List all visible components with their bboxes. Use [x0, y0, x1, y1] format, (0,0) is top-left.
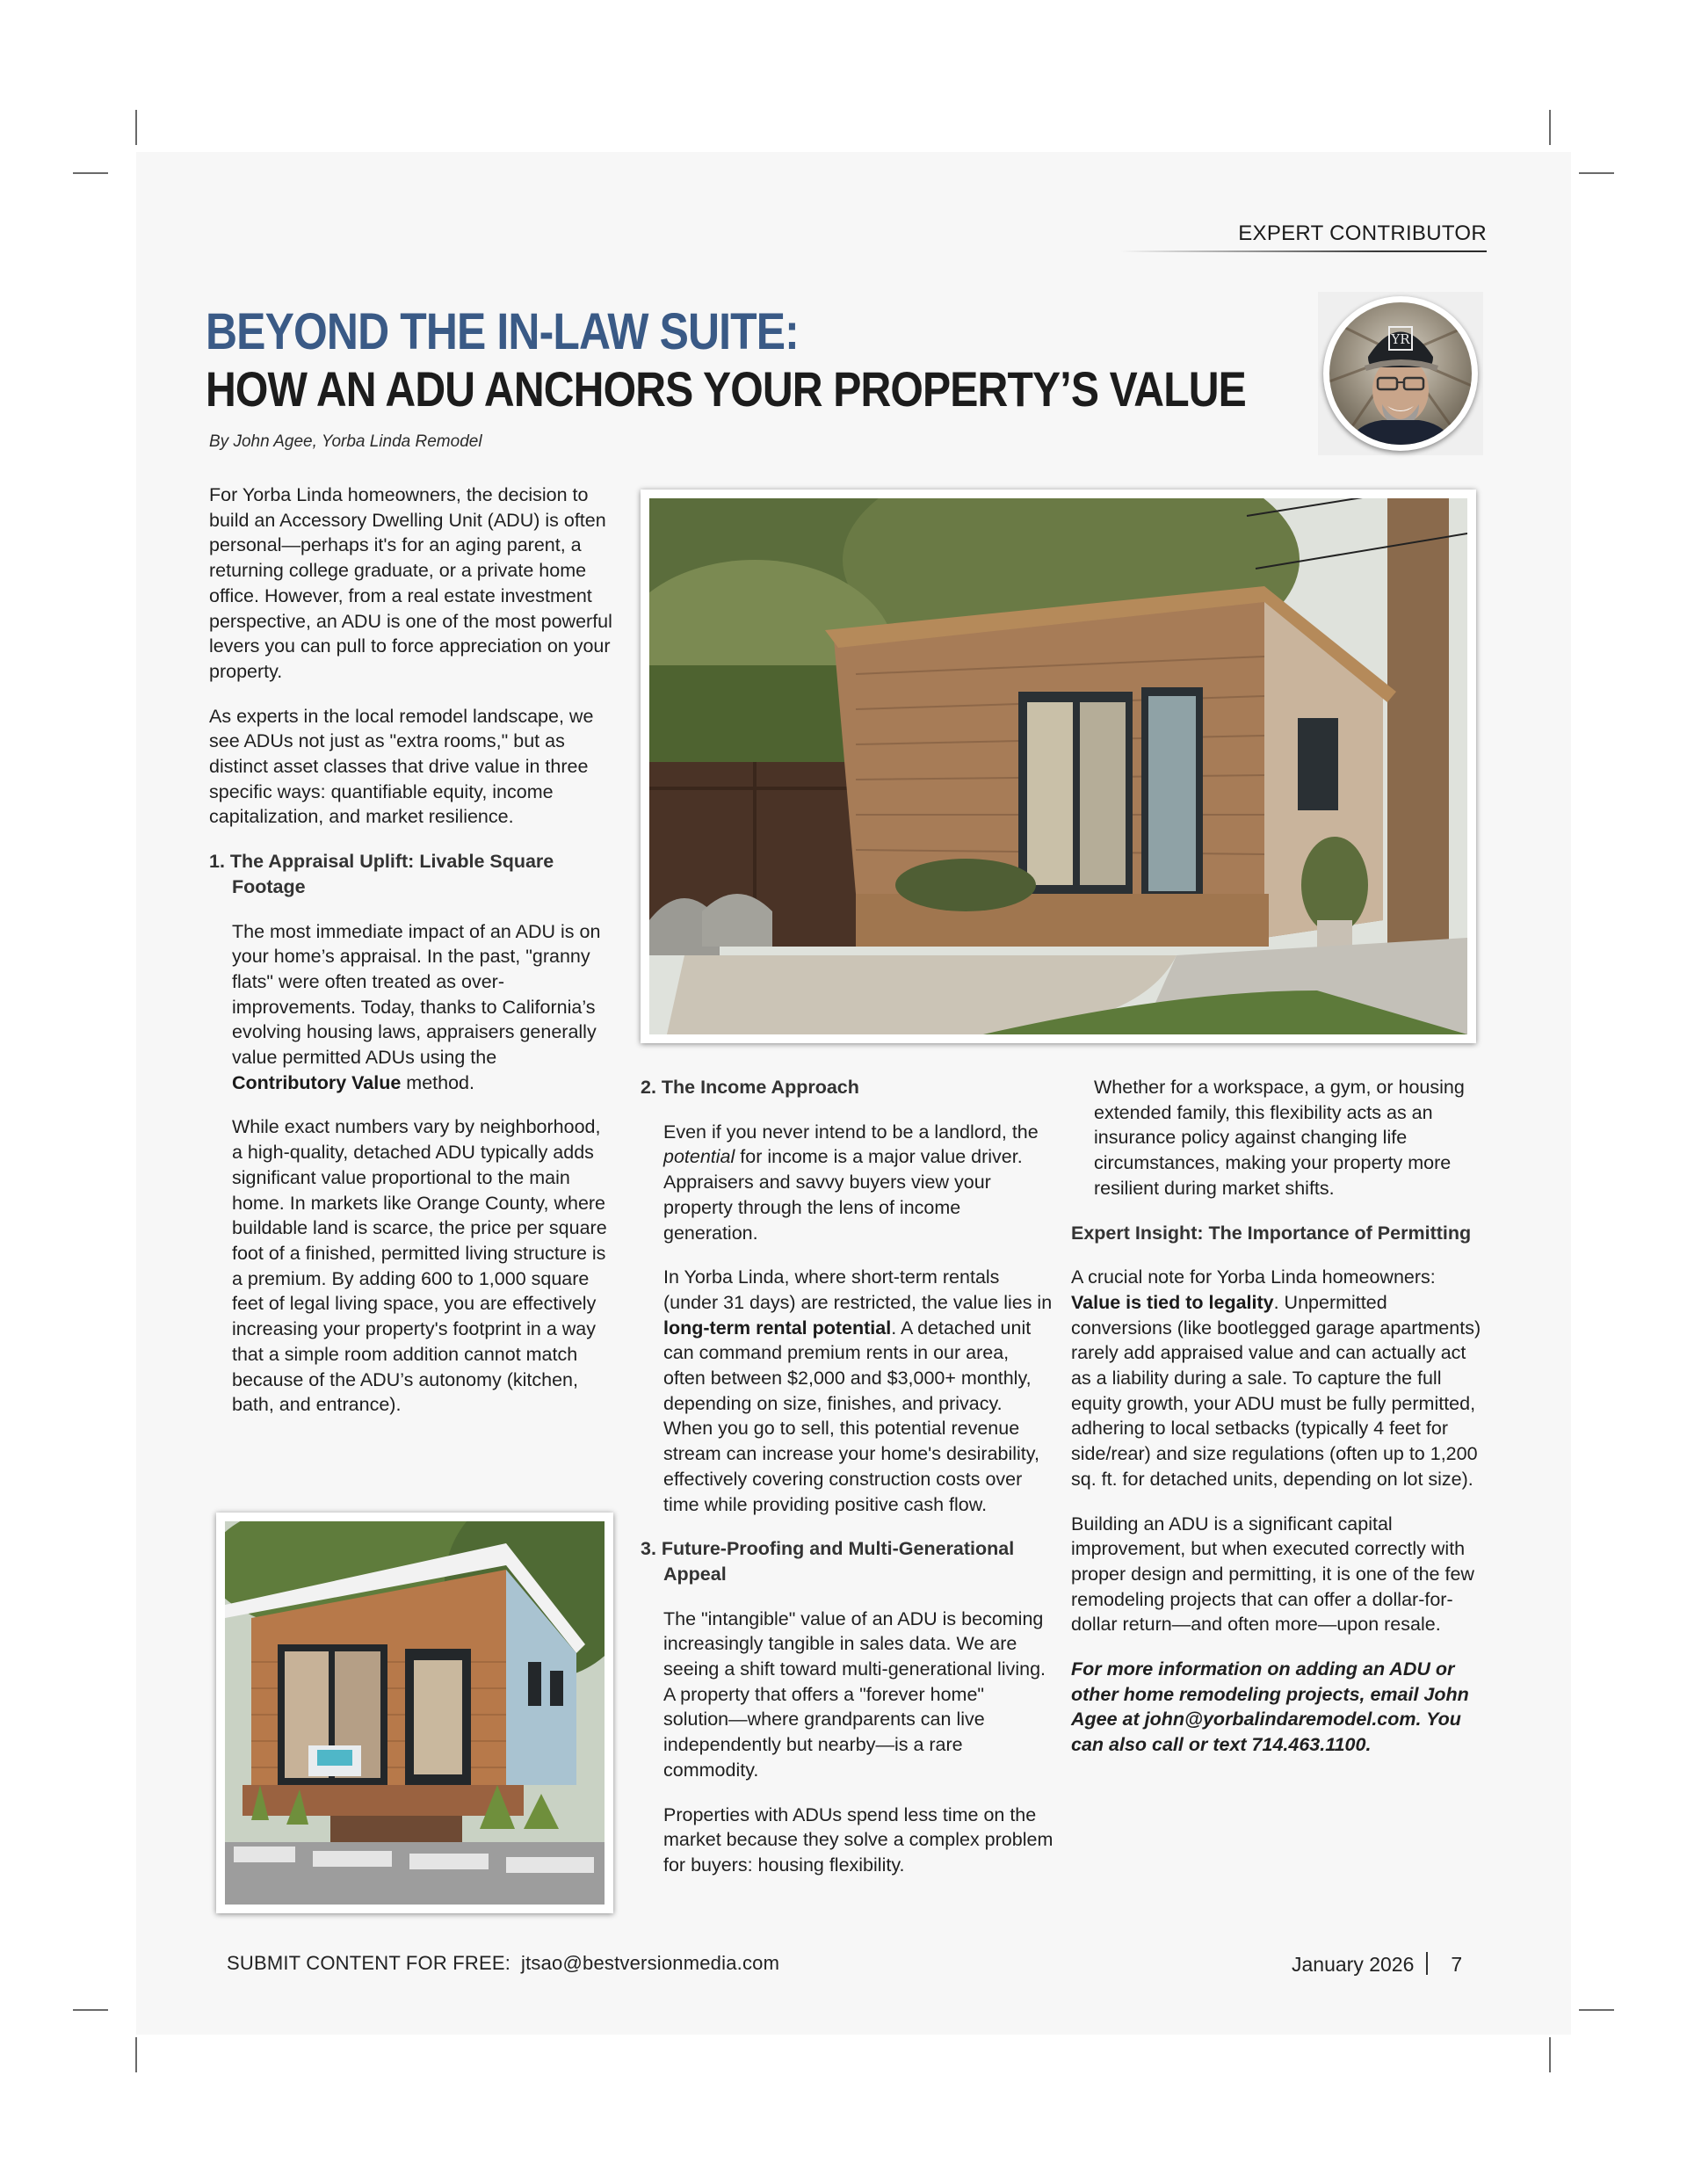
- adu-deck-photo-icon: [225, 1521, 605, 1905]
- section-3-heading: 3. Future-Proofing and Multi-Generational Appeal: [641, 1538, 1015, 1585]
- submit-email-link[interactable]: jtsao@bestversionmedia.com: [521, 1952, 780, 1974]
- section-2-heading: 2. The Income Approach: [641, 1077, 859, 1098]
- crop-mark: [1549, 110, 1551, 145]
- backyard-adu-photo-icon: [649, 498, 1467, 1034]
- crop-mark: [1579, 2009, 1614, 2011]
- section-1-paragraph-1: The most immediate impact of an ADU is on your home’s appraisal. In the past, "granny flats" were often treated as over-improvements. Today, thanks to California’s evolving housing laws, appraisers generally value permitted ADUs using the Contributory Value method.: [232, 920, 601, 1093]
- expert-insight-heading: Expert Insight: The Importance of Permitting: [1071, 1222, 1472, 1244]
- section-rule: [1120, 250, 1487, 252]
- section-2-paragraph-2: In Yorba Linda, where short-term rentals (under 31 days) are restricted, the value lies in long-term rental potential. A detached unit can command premium rents in our area, often between $2,000 and $3,000+ monthly, depending on size, finishes, and privacy. When you go to sell, this potential revenue stream can increase your home's desirability, effectively covering construction costs over time while providing positive cash flow.: [663, 1266, 1053, 1515]
- page-number: 7: [1451, 1953, 1463, 1976]
- section-label: EXPERT CONTRIBUTOR: [1238, 221, 1487, 245]
- main-adu-photo: [641, 490, 1476, 1043]
- contact-paragraph: For more information on adding an ADU or other home remodeling projects, email John Agee at john@yorbalindaremodel.com. You can also call or text 714.463.1100.: [1071, 1658, 1469, 1756]
- submit-label: SUBMIT CONTENT FOR FREE:: [227, 1952, 511, 1974]
- section-3-paragraph-3: Whether for a workspace, a gym, or housing extended family, this flexibility acts as an insurance policy against changing life circumstances, making your property more resilient during market shifts.: [1094, 1077, 1465, 1199]
- article-column-3: [1071, 1075, 1484, 1777]
- crop-mark: [73, 2009, 108, 2011]
- article-subtitle: HOW AN ADU ANCHORS YOUR PROPERTY’S VALUE: [206, 361, 1246, 417]
- section-1-heading: 1. The Appraisal Uplift: Livable Square Footage: [209, 851, 554, 897]
- article-title: BEYOND THE IN-LAW SUITE:: [206, 303, 799, 360]
- crop-mark: [135, 110, 137, 145]
- crop-mark: [1549, 2037, 1551, 2072]
- intro-paragraph-2: As experts in the local remodel landscape, we see ADUs not just as "extra rooms," but as distinct asset classes that drive value in three specific ways: quantifiable equity, income capitalization, and market resilience.: [209, 705, 594, 828]
- article-column-1: [209, 483, 613, 1437]
- byline: By John Agee, Yorba Linda Remodel: [209, 432, 482, 451]
- author-headshot-icon: [1329, 302, 1472, 445]
- crop-mark: [135, 2037, 137, 2072]
- crop-mark: [73, 172, 108, 174]
- crop-mark: [1579, 172, 1614, 174]
- article-column-2: [641, 1075, 1053, 1897]
- expert-insight-paragraph: A crucial note for Yorba Linda homeowners: Value is tied to legality. Unpermitted conversions (like bootlegged garage apartments) rarely add appraised value and can actually act as a liability during a sale. To capture the full equity growth, your ADU must be fully permitted, adhering to local setbacks (typically 4 feet for side/rear) and size regulations (often up to 1,200 sq. ft. for detached units, depending on lot size).: [1071, 1266, 1481, 1490]
- section-3-paragraph-1: The "intangible" value of an ADU is becoming increasingly tangible in sales data. We are seeing a shift toward multi-generational living. A property that offers a "forever home" solution—where grandparents can live independently but nearby—is a rare commodity.: [663, 1607, 1046, 1781]
- author-photo: [1323, 296, 1478, 451]
- closing-paragraph: Building an ADU is a significant capital improvement, but when executed correctly with proper design and permitting, it is one of the few remodeling projects that can offer a dollar-for-dollar return—and often more—upon resale.: [1071, 1513, 1474, 1636]
- intro-paragraph-1: For Yorba Linda homeowners, the decision to build an Accessory Dwelling Unit (ADU) is often personal—perhaps it's for an aging parent, a returning college graduate, or a private home office. However, from a real estate investment perspective, an ADU is one of the most powerful levers you can pull to force appreciation on your property.: [209, 484, 612, 682]
- section-1-paragraph-2: While exact numbers vary by neighborhood, a high-quality, detached ADU typically adds significant value proportional to the main home. In markets like Orange County, where buildable land is scarce, the price per square foot of a finished, permitted living structure is a premium. By adding 600 to 1,000 square feet of legal living space, you are effectively increasing your property's footprint in a way that a simple room addition cannot match because of the ADU’s autonomy (kitchen, bath, and entrance).: [232, 1116, 607, 1416]
- secondary-adu-photo: [216, 1513, 613, 1913]
- footer-submit: [227, 1952, 779, 1975]
- footer-divider: [1426, 1952, 1428, 1975]
- section-2-paragraph-1: Even if you never intend to be a landlord, the potential for income is a major value driver. Appraisers and savvy buyers view your property through the lens of income generation.: [663, 1121, 1039, 1244]
- issue-date: January 2026: [1292, 1953, 1415, 1976]
- section-3-paragraph-2: Properties with ADUs spend less time on the market because they solve a complex problem for buyers: housing flexibility.: [663, 1803, 1053, 1876]
- svg-text:YR: YR: [1391, 331, 1410, 347]
- footer-issue: [1292, 1952, 1462, 1977]
